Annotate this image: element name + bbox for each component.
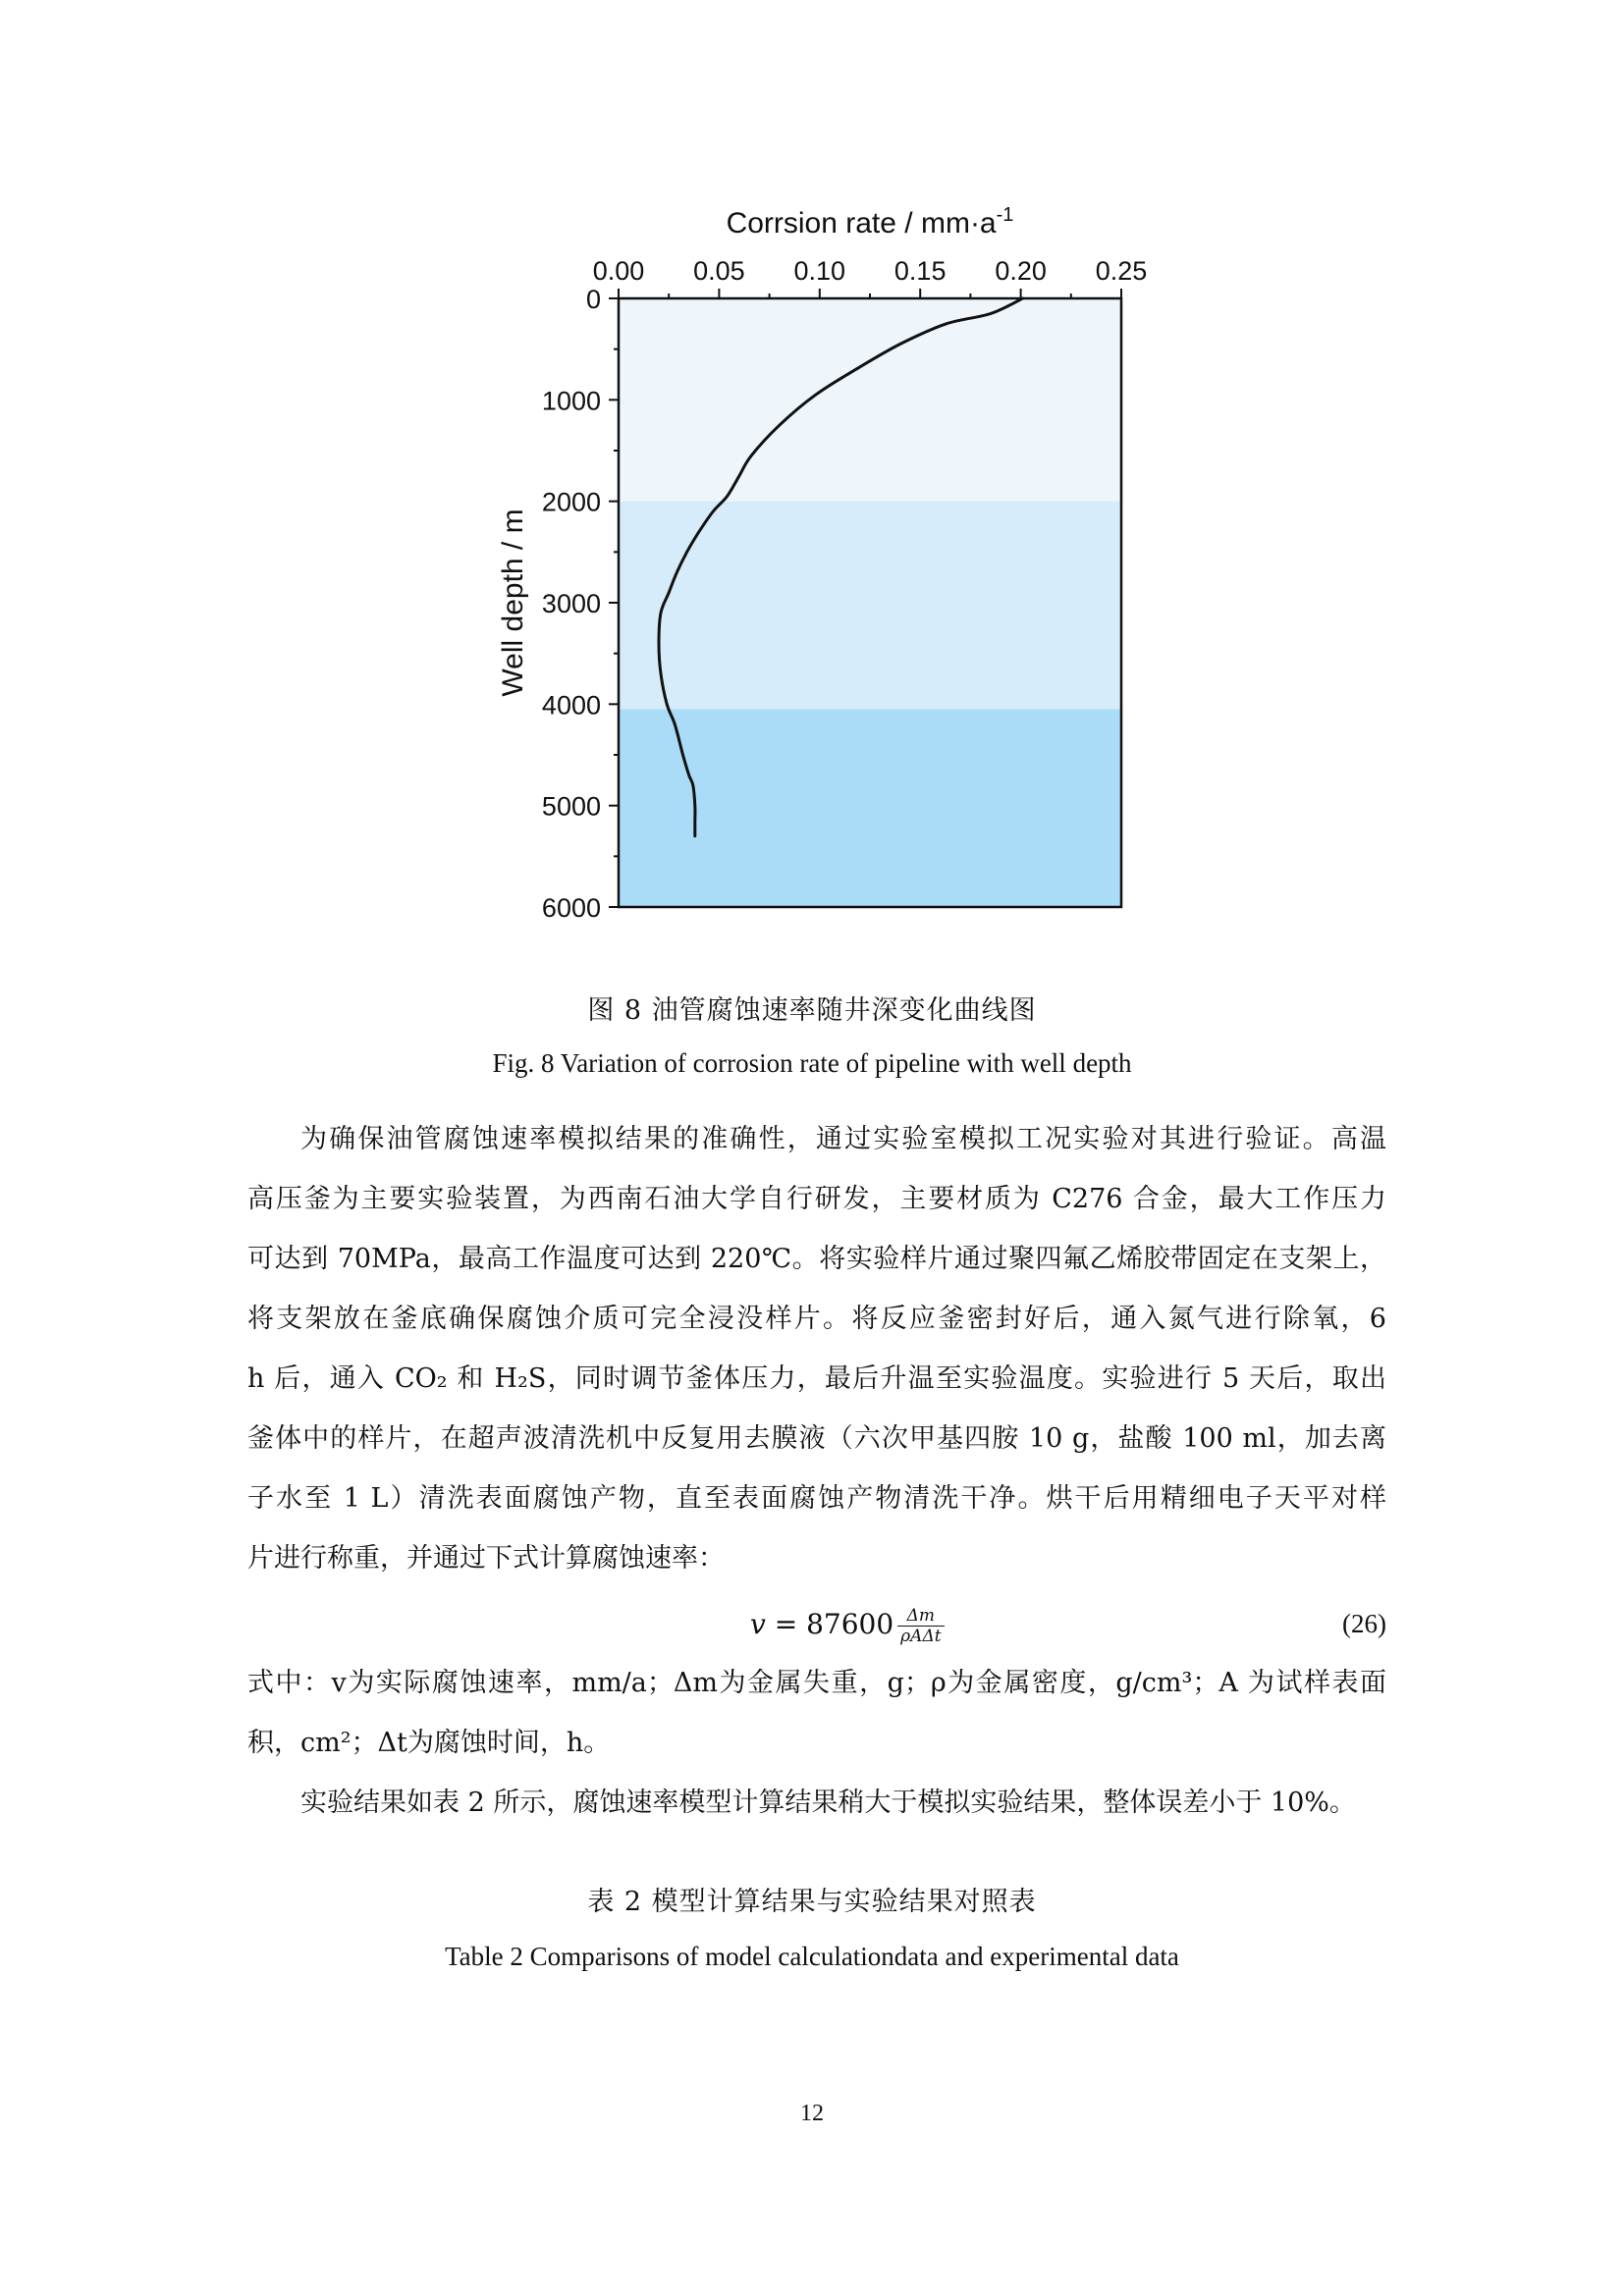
equation-expression — [750, 1594, 945, 1654]
data-point — [737, 474, 740, 477]
x-tick-label: 0.10 — [793, 256, 846, 286]
paragraph-line: 子水至 1 L）清洗表面腐蚀产物，直至表面腐蚀产物清洗干净。烘干后用精细电子天平对样 — [247, 1483, 1386, 1514]
paragraph-line: 为确保油管腐蚀速率模拟结果的准确性，通过实验室模拟工况实验对其进行验证。高温 — [300, 1124, 1386, 1154]
paragraph-line: 式中：v为实际腐蚀速率，mm/a；Δm为金属失重，g；ρ为金属密度，g/cm³；A 为试样表面 — [247, 1668, 1386, 1698]
data-point — [676, 571, 678, 574]
y-tick-label: 1000 — [541, 386, 601, 416]
paragraph-line: 可达到 70MPa，最高工作温度可达到 220℃。将实验样片通过聚四氟乙烯胶带固定在支架上， — [247, 1244, 1386, 1274]
y-tick-label: 3000 — [541, 589, 601, 618]
data-point — [687, 774, 690, 776]
data-point — [989, 312, 992, 315]
x-tick-label: 0.20 — [995, 256, 1047, 286]
fraction-denominator: ρAΔt — [900, 1627, 942, 1646]
paragraph-line: 片进行称重，并通过下式计算腐蚀速率： — [247, 1543, 725, 1574]
y-tick-label: 5000 — [541, 791, 601, 822]
paragraph-line: 实验结果如表 2 所示，腐蚀速率模型计算结果稍大于模拟实验结果，整体误差小于 10%。 — [300, 1788, 1356, 1818]
y-axis-ticks — [542, 285, 619, 923]
x-axis-label — [727, 204, 1014, 240]
data-point — [693, 804, 696, 807]
paragraph-line: 将支架放在釜底确保腐蚀介质可完全浸没样片。将反应釜密封好后，通入氮气进行除氧，6 — [247, 1304, 1386, 1334]
data-point — [750, 454, 753, 457]
data-point — [1021, 297, 1024, 300]
y-tick-label: 4000 — [541, 690, 601, 721]
equation-constant: = 87600 — [765, 1608, 894, 1640]
data-point — [814, 394, 817, 397]
data-point — [685, 551, 688, 554]
x-tick-label: 0.15 — [893, 256, 947, 286]
y-tick-label: 6000 — [541, 893, 601, 923]
data-point — [898, 343, 901, 346]
data-point — [712, 510, 715, 513]
data-point — [681, 754, 684, 757]
x-axis-label-superscript: -1 — [996, 204, 1014, 226]
table-caption-zh: 表 2 模型计算结果与实验结果对照表 — [587, 1887, 1037, 1917]
data-point — [674, 723, 677, 726]
background-band-1 — [619, 298, 1121, 502]
corrosion-rate-chart — [461, 196, 1168, 923]
paragraph-line: 釜体中的样片，在超声波清洗机中反复用去膜液（六次甲基四胺 10 g，盐酸 100 ml，加去离 — [247, 1423, 1386, 1454]
equation-number: (26) — [1342, 1609, 1386, 1638]
figure-caption-zh: 图 8 油管腐蚀速率随井深变化曲线图 — [587, 995, 1037, 1026]
data-point — [666, 703, 669, 706]
fraction-numerator: Δm — [897, 1606, 944, 1627]
data-point — [854, 368, 857, 371]
y-tick-label: 2000 — [541, 487, 601, 517]
data-point — [660, 612, 663, 614]
y-tick-label: 0 — [585, 285, 601, 314]
paragraph-line: 积，cm²；Δt为腐蚀时间，h。 — [247, 1728, 611, 1758]
x-tick-label: 0.00 — [592, 256, 645, 286]
table-caption-en: Table 2 Comparisons of model calculationdata and experimental data — [445, 1942, 1179, 1971]
paragraph-line: 高压釜为主要实验装置，为西南石油大学自行研发，主要材质为 C276 合金，最大工作压力 — [247, 1184, 1386, 1214]
figure-caption-en: Fig. 8 Variation of corrosion rate of pipeline with well depth — [492, 1048, 1132, 1078]
equation-26 — [247, 1588, 1386, 1653]
data-point — [697, 530, 700, 533]
page-number: 12 — [800, 2101, 824, 2126]
body-text — [247, 1109, 1386, 1833]
x-tick-label: 0.25 — [1095, 256, 1148, 286]
background-band-2 — [619, 502, 1121, 710]
data-point — [668, 591, 671, 594]
paragraph-line: h 后，通入 CO₂ 和 H₂S，同时调节釜体压力，最后升温至实验温度。实验进行 5 天后，取出 — [247, 1363, 1386, 1394]
data-point — [726, 495, 729, 498]
equation-lhs: v — [750, 1608, 766, 1640]
data-point — [778, 424, 781, 427]
equation-fraction — [897, 1606, 944, 1646]
data-point — [693, 834, 696, 837]
x-axis-ticks — [593, 256, 1148, 298]
data-point — [693, 820, 696, 823]
data-point — [660, 672, 663, 675]
y-axis-label: Well depth / m — [497, 508, 529, 697]
data-point — [657, 642, 660, 645]
data-point — [691, 784, 694, 787]
x-tick-label: 0.05 — [693, 256, 745, 286]
x-axis-label-text: Corrsion rate / mm·a — [726, 207, 997, 240]
data-point — [945, 322, 947, 325]
